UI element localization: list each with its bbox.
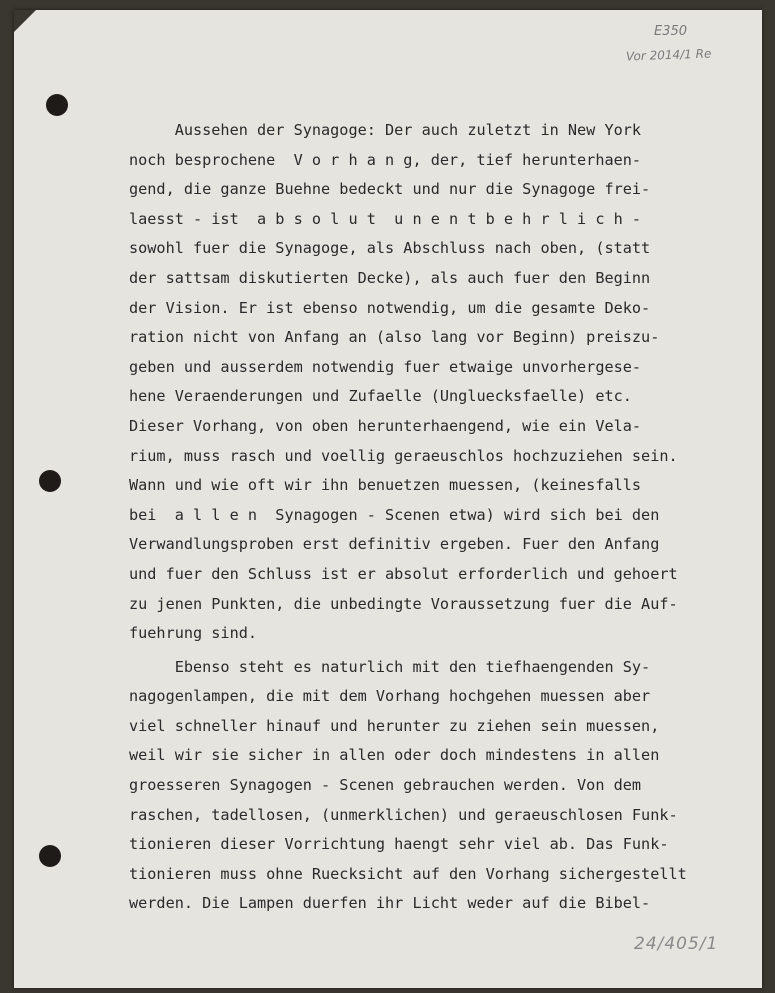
- text-line: laesst - ist a b s o l u t u n e n t b e h r l i c h -: [129, 209, 642, 228]
- archive-ref-annotation: Vor 2014/1 Re: [625, 46, 712, 64]
- text-line: werden. Die Lampen duerfen ihr Licht weder auf die Bibel-: [129, 894, 651, 913]
- punch-hole-bottom: [39, 845, 61, 867]
- text-line: der Vision. Er ist ebenso notwendig, um die gesamte Deko-: [129, 298, 651, 317]
- paragraph: [129, 116, 749, 649]
- punch-hole-middle: [39, 470, 61, 492]
- text-line: Aussehen der Synagoge: Der auch zuletzt in New York: [129, 121, 642, 139]
- text-line: rium, muss rasch und voellig geraeuschlos hochzuziehen sein.: [129, 446, 678, 465]
- text-line: tionieren muss ohne Ruecksicht auf den Vorhang sichergestellt: [129, 864, 687, 883]
- text-line: Verwandlungsproben erst definitiv ergeben. Fuer den Anfang: [129, 535, 660, 554]
- text-line: tionieren dieser Vorrichtung haengt sehr viel ab. Das Funk-: [129, 835, 669, 854]
- folded-corner: [14, 10, 36, 32]
- text-line: Ebenso steht es naturlich mit den tiefhaengenden Sy-: [129, 657, 651, 676]
- text-line: gend, die ganze Buehne bedeckt und nur die Synagoge frei-: [129, 180, 651, 199]
- page-number-annotation: 24/405/1: [634, 934, 719, 954]
- text-line: und fuer den Schluss ist er absolut erforderlich und gehoert: [129, 564, 678, 583]
- text-line: viel schneller hinauf und herunter zu ziehen sein muessen,: [129, 716, 660, 735]
- text-line: zu jenen Punkten, die unbedingte Voraussetzung fuer die Auf-: [129, 594, 678, 613]
- text-line: geben und ausserdem notwendig fuer etwaige unvorhergese-: [129, 357, 642, 376]
- text-line: der sattsam diskutierten Decke), als auch fuer den Beginn: [129, 268, 651, 287]
- text-line: sowohl fuer die Synagoge, als Abschluss nach oben, (statt: [129, 239, 651, 258]
- text-line: raschen, tadellosen, (unmerklichen) und geraeuschlosen Funk-: [129, 805, 678, 824]
- paragraph: [129, 653, 749, 919]
- text-line: groesseren Synagogen - Scenen gebrauchen werden. Von dem: [129, 776, 642, 795]
- text-line: hene Veraenderungen und Zufaelle (Ungluecksfaelle) etc.: [129, 387, 632, 406]
- punch-hole-top: [46, 94, 68, 116]
- text-line: ration nicht von Anfang an (also lang vor Beginn) preiszu-: [129, 328, 660, 347]
- typewritten-text: [129, 116, 749, 919]
- text-line: weil wir sie sicher in allen oder doch mindestens in allen: [129, 746, 660, 765]
- text-line: nagogenlampen, die mit dem Vorhang hochgehen muessen aber: [129, 687, 651, 706]
- text-line: bei a l l e n Synagogen - Scenen etwa) wird sich bei den: [129, 505, 660, 524]
- text-line: Dieser Vorhang, von oben herunterhaengend, wie ein Vela-: [129, 416, 642, 435]
- text-line: noch besprochene V o r h a n g, der, tief herunterhaen-: [129, 150, 642, 169]
- text-line: Wann und wie oft wir ihn benuetzen muessen, (keinesfalls: [129, 476, 642, 495]
- text-line: fuehrung sind.: [129, 624, 258, 643]
- document-page: [14, 10, 762, 988]
- archive-id-annotation: E350: [654, 24, 688, 39]
